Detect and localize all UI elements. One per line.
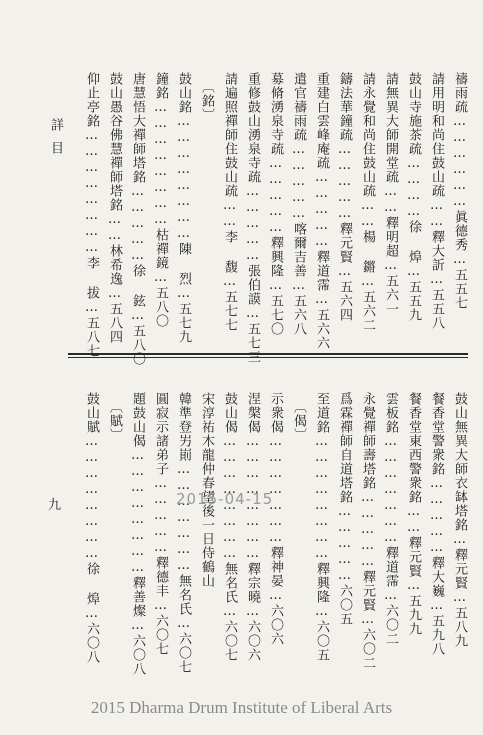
toc-entry: 韓準登屴崱…………………無名氏…六〇七 bbox=[176, 392, 191, 674]
section-heading: 〔銘〕 bbox=[199, 80, 214, 122]
toc-entry: 鼓山寺施茶疏…………徐 㷆…五五九 bbox=[406, 72, 421, 322]
toc-entry: 募脩湧泉寺疏……………釋興隆…五七〇 bbox=[268, 72, 283, 336]
toc-entry: 鐘銘……………………枯禪鏡…五八〇 bbox=[153, 72, 168, 328]
section-heading: 〔偈〕 bbox=[291, 400, 306, 442]
toc-entry: 請遍照禪師住鼓山疏……李 馥…五七七 bbox=[222, 72, 237, 332]
toc-entry: 請無異大師開堂疏……釋明超…五六一 bbox=[383, 72, 398, 316]
toc-entry: 鼓山偈……………………無名氏…六〇七 bbox=[222, 392, 237, 662]
date-stamp: 2015-04-15 bbox=[176, 490, 274, 508]
footer-watermark: 2015 Dharma Drum Institute of Liberal Arts bbox=[90, 698, 393, 717]
toc-entry: 涅槃偈……………………釋宗曉…六〇六 bbox=[245, 392, 260, 662]
page-folio: 九 bbox=[48, 498, 62, 513]
toc-entry: 鼓山愚谷佛慧禪師塔銘……林希逸…五八四 bbox=[107, 72, 122, 344]
toc-entry: 雲板銘…………………釋道霈…六〇二 bbox=[383, 392, 398, 646]
section-divider bbox=[68, 353, 468, 355]
toc-entry: 遣官禱雨疏……………喀爾吉善…五六八 bbox=[291, 72, 306, 336]
section-heading: 〔賦〕 bbox=[107, 400, 122, 442]
toc-entry: 請永覺和尚住鼓山疏……楊 鏘…五六二 bbox=[360, 72, 375, 332]
toc-entry: 圓寂示諸弟子……………釋德丰…六〇七 bbox=[153, 392, 168, 656]
toc-entry: 餐香堂東西警衆銘……釋元賢…五九九 bbox=[406, 392, 421, 636]
section-divider-thin bbox=[68, 357, 468, 358]
toc-entry: 題鼓山偈……………………釋善燦…六〇八 bbox=[130, 392, 145, 676]
toc-entry: 宋淳祐木龍仲春望後一日侍鶴山 bbox=[199, 392, 214, 588]
toc-entry: 重修鼓山湧泉寺疏……………張伯謨…五七三 bbox=[245, 72, 260, 364]
toc-entry: 永覺禪師壽塔銘……………釋元賢…六〇二 bbox=[360, 392, 375, 670]
side-label: 詳目 bbox=[48, 118, 63, 164]
toc-entry: 仰止亭銘……………………李 拔…五八七 bbox=[84, 72, 99, 358]
toc-entry: 餐香堂警衆銘……………釋大巍…五九八 bbox=[429, 392, 444, 656]
toc-entry: 唐慧悟大禪師塔銘……………徐 鉉…五八〇 bbox=[130, 72, 145, 366]
toc-entry: 禱雨疏………………眞德秀…五五七 bbox=[452, 72, 467, 310]
toc-entry: 鼓山銘……………………陳 烈…五七九 bbox=[176, 72, 191, 344]
toc-entry: 示衆偈…………………釋神晏…六〇六 bbox=[268, 392, 283, 646]
toc-entry: 至道銘……………………釋興隆…六〇五 bbox=[314, 392, 329, 662]
toc-entry: 鑄法華鐘疏……………釋元賢…五六四 bbox=[337, 72, 352, 322]
toc-entry: 重建白雲峰庵疏……………釋道霈…五六六 bbox=[314, 72, 329, 350]
toc-entry: 鼓山賦……………………徐 㷆…六〇八 bbox=[84, 392, 99, 664]
toc-entry: 鼓山無異大師衣缽塔銘…釋元賢…五八九 bbox=[452, 392, 467, 648]
toc-entry: 請用明和尚住鼓山疏……釋大訢…五五八 bbox=[429, 72, 444, 330]
toc-entry: 爲霖禪師自道塔銘……………六〇五 bbox=[337, 392, 352, 626]
